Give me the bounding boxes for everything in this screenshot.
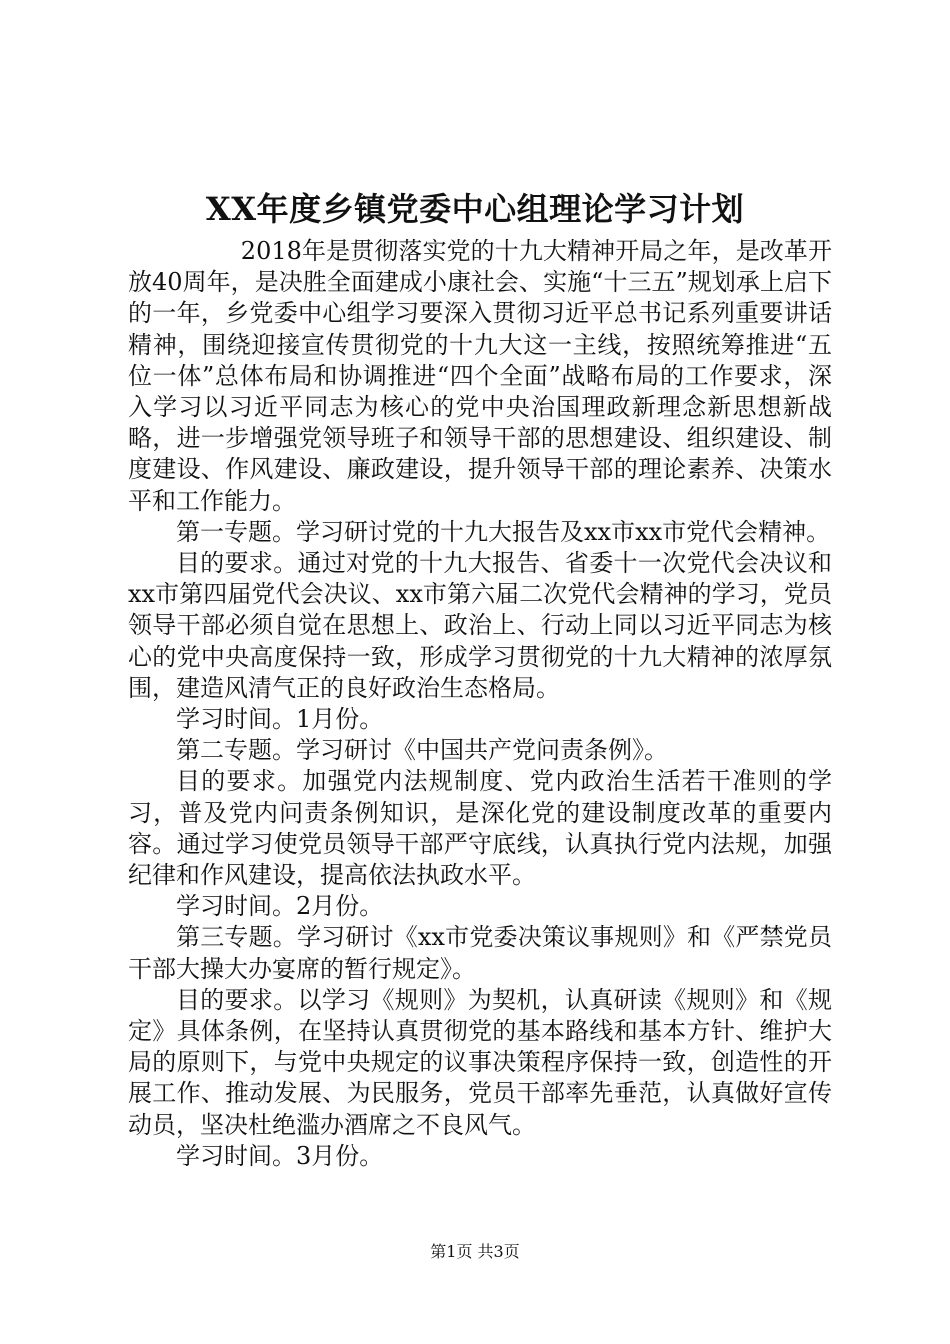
intro-paragraph: 2018年是贯彻落实党的十九大精神开局之年，是改革开放40周年，是决胜全面建成小康社会、实施“十三五”规划承上启下的一年，乡党委中心组学习要深入贯彻习近平总书记系列重要讲话精神，围绕迎接宣传贯彻党的十九大这一主线，按照统筹推进“五位一体”总体布局和协调推进“四个全面”战略布局的工作要求，深入学习以习近平同志为核心的党中央治国理政新理念新思想新战略，进一步增强党领导班子和领导干部的思想建设、组织建设、制度建设、作风建设、廉政建设，提升领导干部的理论素养、决策水平和工作能力。 bbox=[128, 237, 832, 515]
topic-3-requirements: 目的要求。以学习《规则》为契机，认真研读《规则》和《规定》具体条例，在坚持认真贯彻党的基本路线和基本方针、维护大局的原则下，与党中央规定的议事决策程序保持一致，创造性的开展工作、推动发展、为民服务，党员干部率先垂范，认真做好宣传动员，坚决杜绝滥办酒席之不良风气。 bbox=[128, 985, 832, 1139]
document-body bbox=[128, 236, 832, 1172]
topic-2-requirements: 目的要求。加强党内法规制度、党内政治生活若干准则的学习，普及党内问责条例知识，是深化党的建设制度改革的重要内容。通过学习使党员领导干部严守底线，认真执行党内法规，加强纪律和作风建设，提高依法执政水平。 bbox=[128, 767, 832, 890]
topic-1-time: 学习时间。1月份。 bbox=[176, 705, 384, 734]
topic-2-heading: 第二专题。学习研讨《中国共产党问责条例》。 bbox=[176, 736, 668, 765]
topic-2-time: 学习时间。2月份。 bbox=[176, 892, 384, 921]
topic-3-heading: 第三专题。学习研讨《xx市党委决策议事规则》和《严禁党员干部大操大办宴席的暂行规定》。 bbox=[128, 923, 832, 983]
topic-3-time: 学习时间。3月份。 bbox=[176, 1141, 384, 1170]
page-footer: 第1页 共3页 bbox=[430, 1242, 520, 1261]
topic-1-heading: 第一专题。学习研讨党的十九大报告及xx市xx市党代会精神。 bbox=[176, 517, 831, 546]
document-title: XX年度乡镇党委中心组理论学习计划 bbox=[205, 190, 745, 228]
topic-1-requirements: 目的要求。通过对党的十九大报告、省委十一次党代会决议和xx市第四届党代会决议、xx市第六届二次党代会精神的学习，党员领导干部必须自觉在思想上、政治上、行动上同以习近平同志为核心的党中央高度保持一致，形成学习贯彻党的十九大精神的浓厚氛围，建造风清气正的良好政治生态格局。 bbox=[128, 549, 832, 702]
